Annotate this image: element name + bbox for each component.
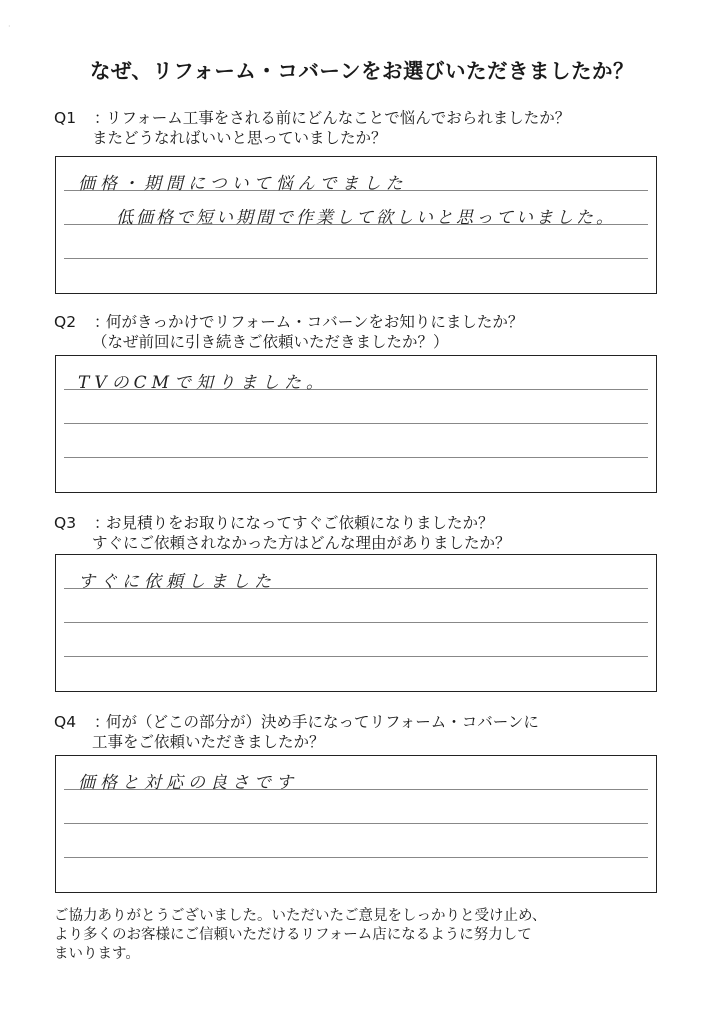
closing-line: より多くのお客様にご信頼いただけるリフォーム店になるように努力して [54, 927, 532, 943]
question-text-line1: リフォーム工事をされる前にどんなことで悩んでおられましたか？ [106, 109, 571, 127]
question-2 [54, 312, 523, 352]
page-title: なぜ、リフォーム・コバーンをお選びいただきましたか？ [90, 59, 634, 83]
answer-box-4 [55, 755, 657, 893]
closing-line: ご協力ありがとうございました。いただいたご意見をしっかりと受け止め、 [54, 908, 547, 924]
ruled-line [64, 622, 648, 623]
question-number: Q2 [54, 313, 77, 331]
ruled-line [64, 857, 648, 858]
question-3 [54, 513, 511, 553]
scan-speck: · [8, 22, 11, 31]
question-separator: ： [94, 313, 110, 331]
question-text-line1: 何がきっかけでリフォーム・コバーンをお知りにましたか？ [106, 313, 524, 331]
question-text-line2: （なぜ前回に引き続きご依頼いただきましたか？） [92, 333, 449, 351]
ruled-line [64, 258, 648, 259]
question-number: Q4 [54, 713, 77, 731]
answer-box-3 [55, 554, 657, 692]
handwritten-answer: TVのCMで知りました。 [78, 373, 329, 393]
closing-message [54, 907, 674, 964]
question-number: Q3 [54, 514, 77, 532]
question-separator: ： [94, 713, 110, 731]
ruled-line [64, 823, 648, 824]
question-text-line1: 何が（どこの部分が）決め手になってリフォーム・コバーンに [106, 713, 539, 731]
answer-box-2 [55, 355, 657, 493]
ruled-line [64, 457, 648, 458]
question-1 [54, 108, 570, 148]
question-text-line1: お見積りをお取りになってすぐご依頼になりましたか？ [106, 514, 494, 532]
ruled-line [64, 656, 648, 657]
question-separator: ： [94, 109, 110, 127]
handwritten-answer: 価格と対応の良さです [78, 773, 298, 793]
question-number: Q1 [54, 109, 77, 127]
ruled-line [64, 423, 648, 424]
handwritten-answer: 価格・期間について悩んでました [78, 174, 408, 194]
question-text-line2: すぐにご依頼されなかった方はどんな理由がありましたか？ [92, 534, 511, 552]
question-text-line2: またどうなればいいと思っていましたか？ [92, 129, 387, 147]
question-4 [54, 712, 539, 752]
question-text-line2: 工事をご依頼いただきましたか？ [92, 733, 325, 751]
question-separator: ： [94, 514, 110, 532]
answer-box-1 [55, 156, 657, 294]
handwritten-answer: 低価格で短い期間で作業して欲しいと思っていました。 [116, 208, 616, 228]
handwritten-answer: すぐに依頼しました [78, 572, 276, 592]
closing-line: まいります。 [54, 946, 140, 962]
